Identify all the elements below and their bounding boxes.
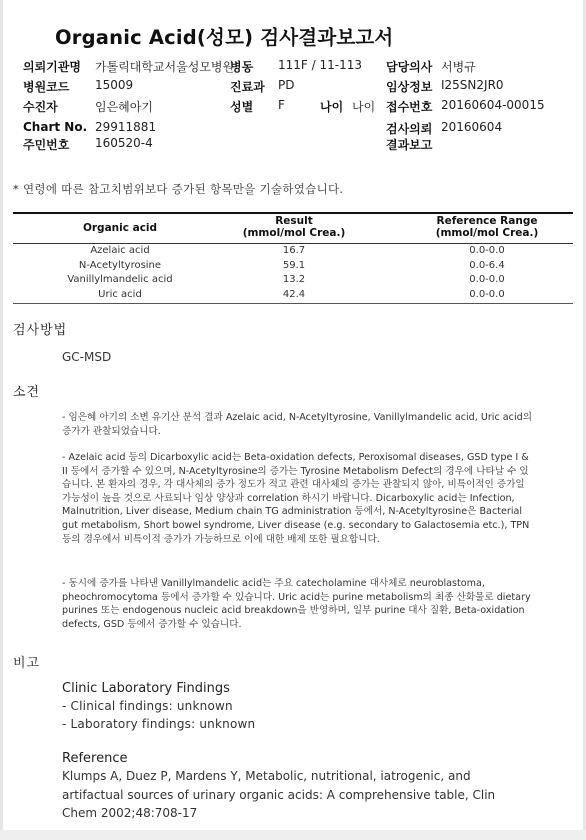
clinic-findings-title: Clinic Laboratory Findings [62,681,230,696]
table-cell-acid: Vanillylmandelic acid [67,274,173,285]
ward-value: 111F / 11-113 [278,58,362,72]
table-cell-acid: Azelaic acid [90,245,150,256]
hospital-code-label: 병원코드 [23,80,70,94]
reference-range-header-line2: (mmol/mol Crea.) [435,227,539,239]
clinical-info-value: I25SN2JR0 [441,78,504,92]
laboratory-findings: - Laboratory findings: unknown [62,717,256,731]
sex-value: F [278,98,285,112]
result-header [224,215,364,239]
table-cell-result: 13.2 [282,274,306,285]
organic-acid-header: Organic acid [82,222,158,234]
request-date-label: 검사의뢰 [386,122,433,136]
table-cell-range: 0.0-6.4 [469,259,505,271]
table-cell-range: 0.0-0.0 [469,274,505,285]
age-value: 나이 [352,100,376,114]
page-bottom-border [0,830,586,840]
department-value: PD [278,78,295,92]
reference-range-header-line1: Reference Range [436,215,538,227]
findings-paragraph-2: - Azelaic acid 등의 Dicarboxylic acid는 Beta-oxidation defects, Peroxisomal diseases, GSD type I & II 등에서 증가할 수 있으며, N-Acetyltyrosine의 증가는 Tyrosine Metabolism Defect의 경우에 나타날 수 있습니다. 본 환자의 경우, 각 대사체의 증가 정도가 적고 관련 대사체의 증가는 관찰되지 않아, 비특이적인 증가일 가능성이 높을 것으로 사료되나 임상 양상과 correlation 하시기 바랍니다. Dicarboxylic acid는 Infection, Malnutrition, Liver disease, Medium chain TG administration 등에서, N-Acetyltyrosine은 Bacterial gut metabolism, Short bowel syndrome, Liver disease (e.g. secondary to Galactosemia etc.), TPN 등의 경우에서 비특이적 증가가 가능하므로 이에 대한 배제 또한 필요합니다. [62,452,530,545]
ward-label: 병동 [230,60,254,74]
table-cell-result: 16.7 [282,245,306,256]
receipt-number-value: 20160604-00015 [441,98,545,112]
hospital-value: 가톨릭대학교서울성모병원 [95,60,235,74]
table-cell-result: 42.4 [282,288,306,300]
table-top-rule [13,212,573,214]
findings-heading: 소견 [13,385,41,400]
findings-paragraph-3: - 동시에 증가를 나타낸 Vanillylmandelic acid는 주요 catecholamine 대사체로 neuroblastoma, pheochromocytoma 등에서 증가할 수 있습니다. Uric acid는 purine metabolism의 최종 산화물로 dietary purines 또는 endogenous nucleic acid breakdown을 반영하며, 일부 purine 대사 질환, Beta-oxidation defects, GSD 등에서 증가할 수 있습니다. [62,578,531,630]
hospital-label: 의뢰기관명 [23,60,81,74]
table-cell-acid: N-Acetyltyrosine [78,259,162,271]
patient-value: 임은혜아기 [95,100,153,114]
remarks-heading: 비고 [13,656,41,671]
page-left-border [0,0,3,840]
report-date-label: 결과보고 [386,138,433,152]
resident-number-value: 160520-4 [95,136,153,150]
reference-citation: Klumps A, Duez P, Mardens Y, Metabolic, nutritional, iatrogenic, and artifactual sources of urinary organic acids: A comprehensive table, Clin Chem 2002;48:708-17 [62,769,496,820]
clinical-info-label: 임상정보 [386,80,433,94]
report-title: Organic Acid(성모) 검사결과보고서 [55,26,394,49]
patient-label: 수진자 [23,100,58,114]
method-heading: 검사방법 [13,323,68,338]
receipt-number-label: 접수번호 [386,100,433,114]
chart-number-label: Chart No. [23,120,88,134]
age-label: 나이 [320,100,344,114]
department-label: 진료과 [230,80,265,94]
resident-number-label: 주민번호 [23,138,70,152]
reference-range-header [412,215,562,239]
clinical-findings: - Clinical findings: unknown [62,699,233,713]
table-cell-acid: Uric acid [98,288,142,300]
table-cell-range: 0.0-0.0 [469,288,505,300]
doctor-value: 서병규 [441,60,476,74]
hospital-code-value: 15009 [95,78,134,92]
doctor-label: 담당의사 [386,60,433,74]
table-cell-range: 0.0-0.0 [469,245,505,256]
reference-title: Reference [62,751,128,766]
table-bottom-rule [13,303,573,304]
reference-note: * 연령에 따른 참고치범위보다 증가된 항목만을 기술하였습니다. [13,182,344,196]
sex-label: 성별 [230,100,254,114]
result-header-line1: Result [275,215,313,227]
chart-number-value: 29911881 [95,120,157,134]
table-cell-result: 59.1 [282,259,306,271]
request-date-value: 20160604 [441,120,503,134]
findings-paragraph-1: - 임은혜 아기의 소변 유기산 분석 결과 Azelaic acid, N-Acetyltyrosine, Vanillylmandelic acid, Uric acid의 증가가 관찰되었습니다. [62,412,532,437]
method-value: GC-MSD [62,350,112,364]
result-header-line2: (mmol/mol Crea.) [242,227,346,239]
